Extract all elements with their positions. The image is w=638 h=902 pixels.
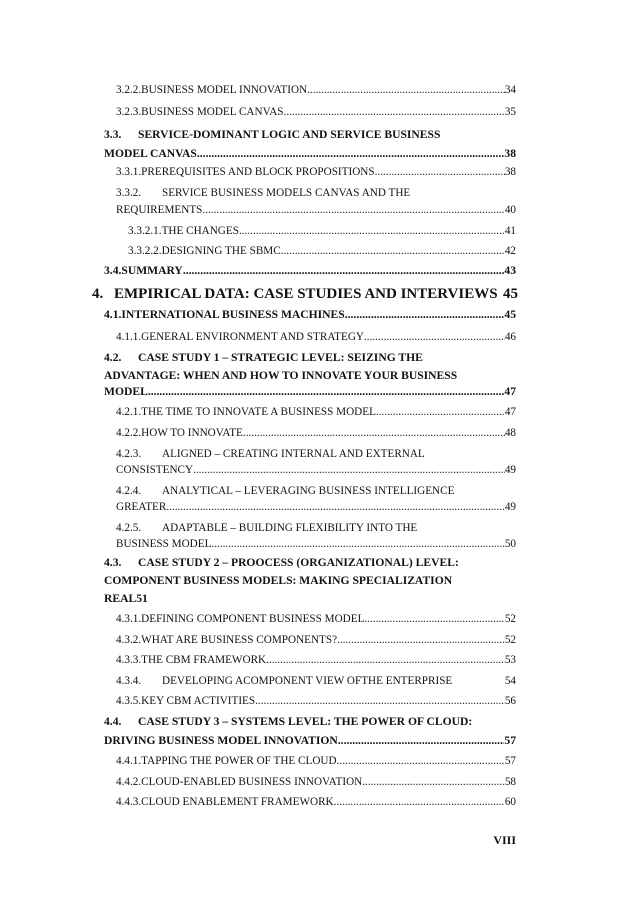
entry-title: SUMMARY: [121, 264, 183, 277]
toc-entry-4-3-line3: [104, 591, 516, 607]
entry-title: THE CHANGES: [161, 225, 239, 237]
entry-number: 4.3.: [104, 556, 122, 569]
entry-number: 4.: [92, 286, 104, 302]
entry-number: 4.3.2.: [116, 634, 142, 646]
entry-page: 57: [504, 755, 516, 767]
entry-page: 47: [504, 385, 516, 398]
entry-page: 34: [504, 84, 516, 96]
toc-entry-4-2-4-line2: [116, 499, 516, 515]
entry-number: 4.1.: [104, 308, 122, 321]
entry-number: 3.2.2.: [116, 84, 142, 96]
entry-title: CASE STUDY 1 – STRATEGIC LEVEL: SEIZING THE: [138, 351, 423, 364]
entry-title: DESIGNING THE SBMC: [161, 245, 281, 257]
entry-title-cont: MODEL: [104, 385, 148, 398]
dot-leader: [243, 425, 505, 441]
dot-leader: [148, 384, 505, 400]
toc-entry-4-3-2: [116, 632, 516, 648]
dot-leader: [337, 753, 505, 769]
toc-entry-4-3-5: [116, 693, 516, 709]
entry-title: CLOUD ENABLEMENT FRAMEWORK: [141, 796, 334, 808]
entry-number: 4.2.1.: [116, 406, 142, 418]
toc-entry-4-1-1: [116, 329, 516, 345]
entry-title: WHAT ARE BUSINESS COMPONENTS?: [141, 634, 338, 646]
entry-title: EMPIRICAL DATA: CASE STUDIES AND INTERVIEWS: [114, 286, 498, 302]
dot-leader: [362, 774, 505, 790]
dot-leader: [338, 733, 505, 749]
entry-page: 54: [504, 675, 516, 687]
entry-number: 3.3.2.2.: [128, 245, 162, 257]
entry-title: THE CBM FRAMEWORK: [141, 654, 267, 666]
entry-page: 35: [504, 106, 516, 118]
dot-leader: [266, 652, 505, 668]
entry-number: 4.4.: [104, 715, 122, 728]
entry-title: ANALYTICAL – LEVERAGING BUSINESS INTELLIGENCE: [162, 485, 455, 497]
entry-number: 4.4.1.: [116, 755, 142, 767]
entry-title: PREREQUISITES AND BLOCK PROPOSITIONS: [141, 166, 375, 178]
dot-leader: [202, 202, 504, 218]
toc-entry-3-3-2-line1: [116, 185, 516, 201]
toc-entry-4-2-4-line1: [116, 483, 516, 499]
entry-page: 56: [504, 695, 516, 707]
toc-entry-3-3-2-1: [128, 223, 516, 239]
toc-entry-4-3-line2: [104, 573, 516, 589]
toc-entry-4-4-line2: [104, 733, 516, 749]
dot-leader: [284, 104, 505, 120]
entry-title: GENERAL ENVIRONMENT AND STRATEGY: [141, 331, 364, 343]
toc-entry-4-1: [104, 307, 516, 323]
dot-leader: [364, 329, 505, 345]
toc-entry-4-2-3-line1: [116, 446, 516, 462]
entry-title-cont: COMPONENT BUSINESS MODELS: MAKING SPECIALIZATION: [104, 574, 453, 587]
dot-leader: [183, 263, 505, 279]
dot-leader: [197, 146, 505, 162]
toc-entry-4-3-3: [116, 652, 516, 668]
entry-title: BUSINESS MODEL INNOVATION: [141, 84, 308, 96]
entry-page: 40: [504, 204, 516, 216]
toc-entry-4-2-line2: [104, 368, 516, 384]
entry-title-cont: DRIVING BUSINESS MODEL INNOVATION: [104, 734, 338, 747]
toc-entry-4-3-1: [116, 611, 516, 627]
entry-title-cont: BUSINESS MODEL: [116, 538, 212, 550]
dot-leader: [345, 307, 505, 323]
dot-leader: [193, 462, 505, 478]
toc-entry-4-2-5-line2: [116, 536, 516, 552]
toc-entry-4-2-2: [116, 425, 516, 441]
toc-entry-3-3-2-2: [128, 243, 516, 259]
entry-page: 51: [136, 592, 148, 605]
entry-page: 45: [504, 308, 516, 321]
entry-page: 47: [504, 406, 516, 418]
dot-leader: [211, 536, 504, 552]
dot-leader: [364, 611, 504, 627]
entry-page: 49: [504, 464, 516, 476]
entry-title: ALIGNED – CREATING INTERNAL AND EXTERNAL: [162, 448, 425, 460]
toc-entry-4-4-line1: [104, 714, 516, 730]
entry-number: 4.2.2.: [116, 427, 142, 439]
entry-page: 53: [504, 654, 516, 666]
dot-leader: [376, 404, 505, 420]
entry-page: 43: [504, 264, 516, 277]
entry-number: 4.3.3.: [116, 654, 142, 666]
entry-page: 46: [504, 331, 516, 343]
toc-entry-3-3-1: [116, 164, 516, 180]
entry-title: KEY CBM ACTIVITIES: [141, 695, 256, 707]
page-number: VIII: [493, 833, 516, 847]
entry-number: 4.2.: [104, 351, 122, 364]
entry-number: 4.4.3.: [116, 796, 142, 808]
toc-entry-4-2-line1: [104, 350, 516, 366]
entry-page: 60: [504, 796, 516, 808]
dot-leader: [375, 164, 505, 180]
entry-number: 3.3.2.: [116, 187, 142, 199]
entry-title-cont: REAL: [104, 592, 137, 605]
dot-leader: [337, 632, 505, 648]
entry-title: SERVICE BUSINESS MODELS CANVAS AND THE: [162, 187, 411, 199]
entry-page: 48: [504, 427, 516, 439]
entry-number: 4.4.2.: [116, 776, 142, 788]
toc-entry-4-3-4: [116, 673, 516, 689]
toc-entry-4-4-1: [116, 753, 516, 769]
entry-number: 3.2.3.: [116, 106, 142, 118]
entry-page: 38: [504, 147, 516, 160]
toc-entry-3-3-line2: [104, 146, 516, 162]
entry-number: 4.3.4.: [116, 675, 142, 687]
entry-title: SERVICE-DOMINANT LOGIC AND SERVICE BUSINESS: [138, 128, 441, 141]
toc-entry-3-2-3: [116, 104, 516, 120]
entry-number: 4.3.5.: [116, 695, 142, 707]
toc-entry-3-2-2: [116, 82, 516, 98]
toc-entry-4-3-line1: [104, 555, 516, 571]
dot-leader: [255, 693, 505, 709]
entry-title-cont: CONSISTENCY: [116, 464, 194, 476]
entry-title: DEVELOPING ACOMPONENT VIEW OFTHE ENTERPRISE: [162, 675, 453, 687]
entry-number: 4.3.1.: [116, 613, 142, 625]
entry-title-cont: GREATER: [116, 501, 167, 513]
entry-title-cont: ADVANTAGE: WHEN AND HOW TO INNOVATE YOUR BUSINESS: [104, 369, 458, 382]
entry-page: 38: [504, 166, 516, 178]
entry-title: HOW TO INNOVATE: [141, 427, 243, 439]
toc-entry-4-2-5-line1: [116, 520, 516, 536]
entry-number: 3.3.1.: [116, 166, 142, 178]
dot-leader: [166, 499, 504, 515]
toc-entry-4-4-3: [116, 794, 516, 810]
entry-number: 4.2.3.: [116, 448, 142, 460]
toc-entry-3-4: [104, 263, 516, 279]
dot-leader: [239, 223, 505, 239]
entry-page: 58: [504, 776, 516, 788]
entry-number: 3.3.: [104, 128, 122, 141]
entry-title: BUSINESS MODEL CANVAS: [141, 106, 284, 118]
entry-title: CLOUD-ENABLED BUSINESS INNOVATION: [141, 776, 363, 788]
toc-chapter-4: [92, 284, 518, 304]
entry-title-cont: MODEL CANVAS: [104, 147, 197, 160]
entry-page: 52: [504, 634, 516, 646]
entry-title: DEFINING COMPONENT BUSINESS MODEL: [141, 613, 365, 625]
toc-entry-4-4-2: [116, 774, 516, 790]
entry-page: 50: [504, 538, 516, 550]
entry-page: 41: [504, 225, 516, 237]
entry-page: 45: [503, 286, 518, 302]
toc-entry-3-3-line1: [104, 127, 516, 143]
entry-title: INTERNATIONAL BUSINESS MACHINES: [121, 308, 345, 321]
entry-number: 4.1.1.: [116, 331, 142, 343]
toc-entry-4-2-line3: [104, 384, 516, 400]
entry-number: 3.4.: [104, 264, 122, 277]
entry-title: ADAPTABLE – BUILDING FLEXIBILITY INTO THE: [162, 522, 418, 534]
entry-page: 42: [504, 245, 516, 257]
toc-entry-4-2-3-line2: [116, 462, 516, 478]
entry-title-cont: REQUIREMENTS: [116, 204, 203, 216]
entry-title: CASE STUDY 3 – SYSTEMS LEVEL: THE POWER OF CLOUD:: [138, 715, 473, 728]
entry-title: THE TIME TO INNOVATE A BUSINESS MODEL: [141, 406, 376, 418]
toc-entry-3-3-2-line2: [116, 202, 516, 218]
entry-title: TAPPING THE POWER OF THE CLOUD: [141, 755, 337, 767]
entry-number: 4.2.5.: [116, 522, 142, 534]
entry-number: 4.2.4.: [116, 485, 142, 497]
entry-page: 57: [504, 734, 516, 747]
dot-leader: [307, 82, 505, 98]
dot-leader: [281, 243, 505, 259]
dot-leader: [334, 794, 505, 810]
entry-number: 3.3.2.1.: [128, 225, 162, 237]
toc-entry-4-2-1: [116, 404, 516, 420]
entry-page: 49: [504, 501, 516, 513]
entry-title: CASE STUDY 2 – PROOCESS (ORGANIZATIONAL) LEVEL:: [138, 556, 459, 569]
entry-page: 52: [504, 613, 516, 625]
